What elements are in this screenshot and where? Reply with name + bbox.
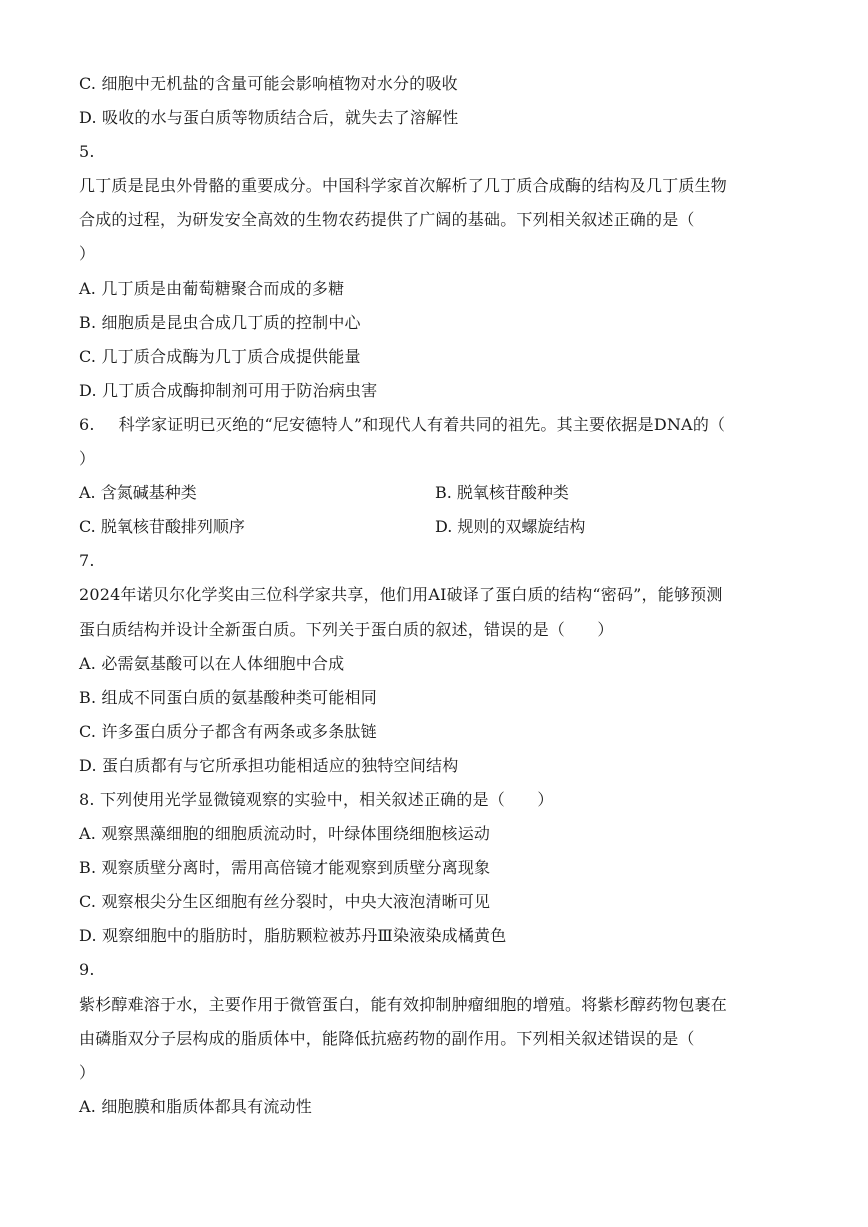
q7-number: 7. <box>79 551 95 571</box>
q8-option-a: A. 观察黑藻细胞的细胞质流动时，叶绿体围绕细胞核运动 <box>79 824 491 844</box>
q5-stem-line1: 几丁质是昆虫外骨骼的重要成分。中国科学家首次解析了几丁质合成酶的结构及几丁质生物 <box>79 176 728 196</box>
q5-option-a: A. 几丁质是由葡萄糖聚合而成的多糖 <box>79 278 345 298</box>
q9-stem-line3: ） <box>79 1062 96 1082</box>
q6-option-a: A. 含氮碱基种类 <box>79 483 197 503</box>
q6-stem-text: 科学家证明已灭绝的“尼安德特人”和现代人有着共同的祖先。其主要依据是DNA的（ <box>118 414 726 434</box>
q6-option-b: B. 脱氧核苷酸种类 <box>435 483 569 503</box>
q5-number: 5. <box>79 142 95 162</box>
q4-option-c: C. 细胞中无机盐的含量可能会影响植物对水分的吸收 <box>79 74 458 93</box>
q8-option-d: D. 观察细胞中的脂肪时，脂肪颗粒被苏丹Ⅲ染液染成橘黄色 <box>79 926 507 946</box>
q5-option-b: B. 细胞质是昆虫合成几丁质的控制中心 <box>79 312 361 332</box>
q7-option-b: B. 组成不同蛋白质的氨基酸种类可能相同 <box>79 687 377 707</box>
q9-number: 9. <box>79 960 95 980</box>
q6-number: 6. <box>79 414 95 434</box>
q6-stem-line2: ） <box>79 449 96 469</box>
q5-stem-line3: ） <box>79 244 96 264</box>
exam-page <box>79 67 794 1124</box>
q8-option-b: B. 观察质壁分离时，需用高倍镜才能观察到质壁分离现象 <box>79 858 491 878</box>
q7-stem-line1: 2024年诺贝尔化学奖由三位科学家共享，他们用AI破译了蛋白质的结构“密码”，能够预测 <box>79 585 723 605</box>
q5-option-c: C. 几丁质合成酶为几丁质合成提供能量 <box>79 346 361 366</box>
q6-options-row1 <box>79 476 794 510</box>
q8-option-c: C. 观察根尖分生区细胞有丝分裂时，中央大液泡清晰可见 <box>79 892 491 912</box>
q6-option-d: D. 规则的双螺旋结构 <box>435 517 586 537</box>
q9-option-a: A. 细胞膜和脂质体都具有流动性 <box>79 1096 312 1116</box>
q7-option-d: D. 蛋白质都有与它所承担功能相适应的独特空间结构 <box>79 755 459 775</box>
q9-stem-line2: 由磷脂双分子层构成的脂质体中，能降低抗癌药物的副作用。下列相关叙述错误的是（ <box>79 1028 695 1048</box>
q5-option-d: D. 几丁质合成酶抑制剂可用于防治病虫害 <box>79 380 378 400</box>
q7-option-a: A. 必需氨基酸可以在人体细胞中合成 <box>79 653 345 673</box>
q6-stem-line1 <box>79 408 794 442</box>
q6-options-row2 <box>79 510 794 544</box>
q4-option-d: D. 吸收的水与蛋白质等物质结合后，就失去了溶解性 <box>79 108 459 128</box>
q7-stem-line2: 蛋白质结构并设计全新蛋白质。下列关于蛋白质的叙述，错误的是（ ） <box>79 619 614 639</box>
q6-option-c: C. 脱氧核苷酸排列顺序 <box>79 517 245 537</box>
q5-stem-line2: 合成的过程，为研发安全高效的生物农药提供了广阔的基础。下列相关叙述正确的是（ <box>79 210 695 230</box>
q8-stem: 8. 下列使用光学显微镜观察的实验中，相关叙述正确的是（ ） <box>79 789 554 809</box>
q9-stem-line1: 紫杉醇难溶于水，主要作用于微管蛋白，能有效抑制肿瘤细胞的增殖。将紫杉醇药物包裹在 <box>79 994 728 1014</box>
q7-option-c: C. 许多蛋白质分子都含有两条或多条肽链 <box>79 721 377 741</box>
